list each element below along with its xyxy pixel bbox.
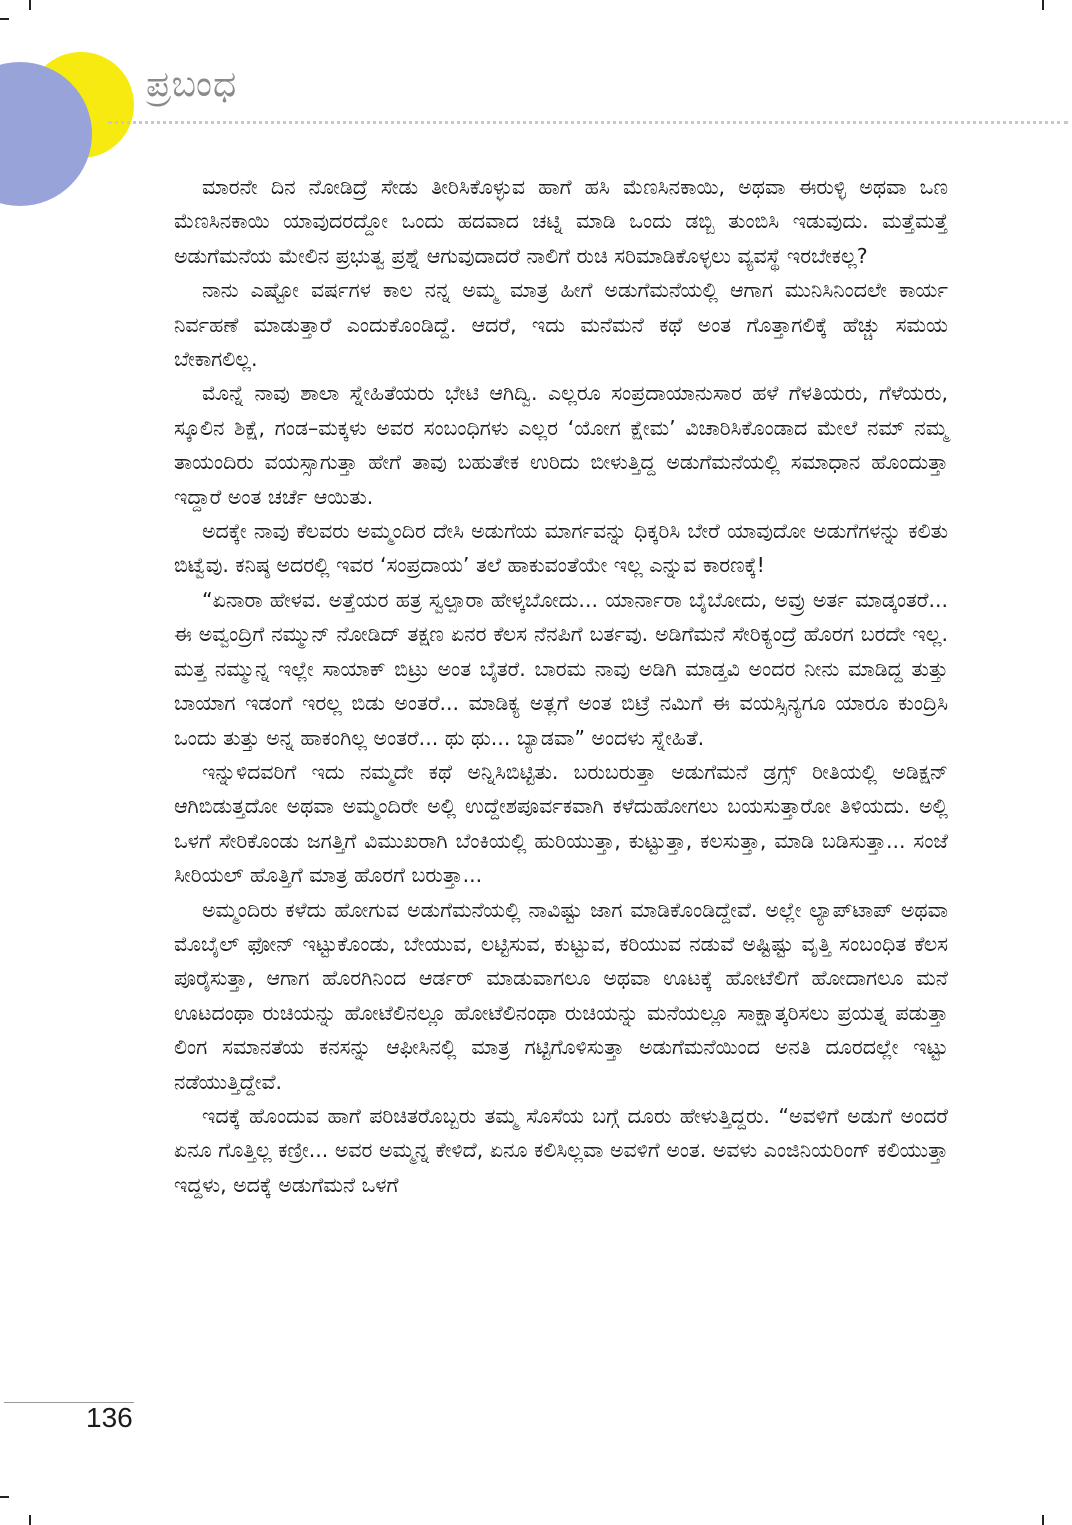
- paragraph: ಅಮ್ಮಂದಿರು ಕಳೆದು ಹೋಗುವ ಅಡುಗೆಮನೆಯಲ್ಲಿ ನಾವಿಷ್ಟು ಜಾಗ ಮಾಡಿಕೊಂಡಿದ್ದೇವೆ. ಅಲ್ಲೇ ಲ್ಯಾಪ್‌ಟಾಪ್ ಅಥವಾ ಮೊಬೈಲ್ ಫೋನ್ ಇಟ್ಟುಕೊಂಡು, ಬೇಯುವ, ಲಟ್ಟಿಸುವ, ಕುಟ್ಟುವ, ಕರಿಯುವ ನಡುವೆ ಅಷ್ಟಿಷ್ಟು ವೃತ್ತಿ ಸಂಬಂಧಿತ ಕೆಲಸ ಪೂರೈಸುತ್ತಾ, ಆಗಾಗ ಹೊರಗಿನಿಂದ ಆರ್ಡರ್ ಮಾಡುವಾಗಲೂ ಅಥವಾ ಊಟಕ್ಕೆ ಹೋಟೆಲಿಗೆ ಹೋದಾಗಲೂ ಮನೆ ಊಟದಂಥಾ ರುಚಿಯನ್ನು ಹೋಟೆಲಿನಲ್ಲೂ ಹೋಟೆಲಿನಂಥಾ ರುಚಿಯನ್ನು ಮನೆಯಲ್ಲೂ ಸಾಕ್ಷಾತ್ಕರಿಸಲು ಪ್ರಯತ್ನ ಪಡುತ್ತಾ ಲಿಂಗ ಸಮಾನತೆಯ ಕನಸನ್ನು ಆಫೀಸಿನಲ್ಲಿ ಮಾತ್ರ ಗಟ್ಟಿಗೊಳಿಸುತ್ತಾ ಅಡುಗೆಮನೆಯಿಂದ ಅನತಿ ದೂರದಲ್ಲೇ ಇಟ್ಟು ನಡೆಯುತ್ತಿದ್ದೇವೆ.: [174, 897, 948, 1094]
- crop-mark-left-upper: [0, 18, 9, 20]
- paragraph: “ಏನಾರಾ ಹೇಳವ. ಅತ್ತೆಯರ ಹತ್ರ ಸ್ವಲ್ಪಾರಾ ಹೇಳ್ಕಬೋದು... ಯಾರ್ನಾರಾ ಬೈಬೋದು, ಅವ್ರು ಅರ್ತ ಮಾಡ್ಕಂತರೆ... ಈ ಅವ್ವಂದ್ರಿಗೆ ನಮ್ಮುನ್ ನೋಡಿದ್ ತಕ್ಷಣ ಏನರ ಕೆಲಸ ನೆನಪಿಗೆ ಬರ್ತವು. ಅಡಿಗೆಮನೆ ಸೇರಿಕ್ಯಂದ್ರೆ ಹೊರಗ ಬರದೇ ಇಲ್ಲ. ಮತ್ತ ನಮ್ಮುನ್ನ ಇಲ್ಲೇ ಸಾಯಾಕ್ ಬಿಟ್ರು ಅಂತ ಬೈತರೆ. ಬಾರಮ ನಾವು ಅಡಿಗಿ ಮಾಡ್ತವಿ ಅಂದರ ನೀನು ಮಾಡಿದ್ದ ತುತ್ತು ಬಾಯಾಗ ಇಡಂಗೆ ಇರಲ್ಲ ಬಿಡು ಅಂತರೆ... ಮಾಡಿಕ್ಯ ಅತ್ಲಗೆ ಅಂತ ಬಿಟ್ರೆ ನಮಿಗೆ ಈ ವಯಸ್ಸಿನ್ಯಗೂ ಯಾರೂ ಕುಂದ್ರಿಸಿ ಒಂದು ತುತ್ತು ಅನ್ನ ಹಾಕಂಗಿಲ್ಲ ಅಂತರೆ... ಥು ಥು... ಬ್ಯಾಡವಾ” ಅಂದಳು ಸ್ನೇಹಿತೆ.: [174, 587, 948, 750]
- paragraph: ಮೊನ್ನೆ ನಾವು ಶಾಲಾ ಸ್ನೇಹಿತೆಯರು ಭೇಟಿ ಆಗಿದ್ವಿ. ಎಲ್ಲರೂ ಸಂಪ್ರದಾಯಾನುಸಾರ ಹಳೆ ಗೆಳತಿಯರು, ಗೆಳೆಯರು, ಸ್ಕೂಲಿನ ಶಿಕ್ಷೆ, ಗಂಡ–ಮಕ್ಕಳು ಅವರ ಸಂಬಂಧಿಗಳು ಎಲ್ಲರ ‘ಯೋಗ ಕ್ಷೇಮ’ ವಿಚಾರಿಸಿಕೊಂಡಾದ ಮೇಲೆ ನಮ್ ನಮ್ಮ ತಾಯಂದಿರು ವಯಸ್ಸಾಗುತ್ತಾ ಹೇಗೆ ತಾವು ಬಹುತೇಕ ಉರಿದು ಬೀಳುತ್ತಿದ್ದ ಅಡುಗೆಮನೆಯಲ್ಲಿ ಸಮಾಧಾನ ಹೊಂದುತ್ತಾ ಇದ್ದಾರೆ ಅಂತ ಚರ್ಚೆ ಆಯಿತು.: [174, 381, 948, 509]
- crop-mark-bottom-right: [1042, 1515, 1044, 1525]
- crop-mark-top-left: [29, 0, 31, 10]
- page-number: 136: [86, 1402, 133, 1433]
- section-title: ಪ್ರಬಂಧ: [146, 64, 238, 105]
- crop-mark-top-right: [1042, 0, 1044, 10]
- crop-mark-bottom-left: [29, 1515, 31, 1525]
- paragraph: ಇದಕ್ಕೆ ಹೊಂದುವ ಹಾಗೆ ಪರಿಚಿತರೊಬ್ಬರು ತಮ್ಮ ಸೊಸೆಯ ಬಗ್ಗೆ ದೂರು ಹೇಳುತ್ತಿದ್ದರು. “ಅವಳಿಗೆ ಅಡುಗೆ ಅಂದರೆ ಏನೂ ಗೊತ್ತಿಲ್ಲ ಕಣ್ರೀ... ಅವರ ಅಮ್ಮನ್ನ ಕೇಳಿದೆ, ಏನೂ ಕಲಿಸಿಲ್ಲವಾ ಅವಳಿಗೆ ಅಂತ. ಅವಳು ಎಂಜಿನಿಯರಿಂಗ್ ಕಲಿಯುತ್ತಾ ಇದ್ದಳು, ಅದಕ್ಕೆ ಅಡುಗೆಮನೆ ಒಳಗೆ: [174, 1103, 948, 1197]
- paragraph: ಇನ್ನುಳಿದವರಿಗೆ ಇದು ನಮ್ಮದೇ ಕಥೆ ಅನ್ನಿಸಿಬಿಟ್ಟಿತು. ಬರುಬರುತ್ತಾ ಅಡುಗೆಮನೆ ಡ್ರಗ್ಸ್ ರೀತಿಯಲ್ಲಿ ಅಡಿಕ್ಷನ್ ಆಗಿಬಿಡುತ್ತದೋ ಅಥವಾ ಅಮ್ಮಂದಿರೇ ಅಲ್ಲಿ ಉದ್ದೇಶಪೂರ್ವಕವಾಗಿ ಕಳೆದುಹೋಗಲು ಬಯಸುತ್ತಾರೋ ತಿಳಿಯದು. ಅಲ್ಲಿ ಒಳಗೆ ಸೇರಿಕೊಂಡು ಜಗತ್ತಿಗೆ ವಿಮುಖರಾಗಿ ಬೆಂಕಿಯಲ್ಲಿ ಹುರಿಯುತ್ತಾ, ಕುಟ್ಟುತ್ತಾ, ಕಲಸುತ್ತಾ, ಮಾಡಿ ಬಡಿಸುತ್ತಾ... ಸಂಜೆ ಸೀರಿಯಲ್ ಹೊತ್ತಿಗೆ ಮಾತ್ರ ಹೊರಗೆ ಬರುತ್ತಾ...: [174, 759, 948, 888]
- crop-mark-left-lower: [0, 1496, 9, 1498]
- paragraph: ಮಾರನೇ ದಿನ ನೋಡಿದ್ರೆ ಸೇಡು ತೀರಿಸಿಕೊಳ್ಳುವ ಹಾಗೆ ಹಸಿ ಮೆಣಸಿನಕಾಯಿ, ಅಥವಾ ಈರುಳ್ಳಿ ಅಥವಾ ಒಣ ಮೆಣಸಿನಕಾಯಿ ಯಾವುದರದ್ದೋ ಒಂದು ಹದವಾದ ಚಟ್ನಿ ಮಾಡಿ ಒಂದು ಡಬ್ಬಿ ತುಂಬಿಸಿ ಇಡುವುದು. ಮತ್ತೆಮತ್ತೆ ಅಡುಗೆಮನೆಯ ಮೇಲಿನ ಪ್ರಭುತ್ವ ಪ್ರಶ್ನೆ ಆಗುವುದಾದರೆ ನಾಲಿಗೆ ರುಚಿ ಸರಿಮಾಡಿಕೊಳ್ಳಲು ವ್ಯವಸ್ಥೆ ಇರಬೇಕಲ್ಲ?: [174, 175, 948, 268]
- header-dotted-divider: [108, 121, 1068, 124]
- article-body: [174, 170, 948, 1202]
- paragraph: ಅದಕ್ಕೇ ನಾವು ಕೆಲವರು ಅಮ್ಮಂದಿರ ದೇಸಿ ಅಡುಗೆಯ ಮಾರ್ಗವನ್ನು ಧಿಕ್ಕರಿಸಿ ಬೇರೆ ಯಾವುದೋ ಅಡುಗೆಗಳನ್ನು ಕಲಿತು ಬಿಟ್ವೆವು. ಕನಿಷ್ಠ ಅದರಲ್ಲಿ ಇವರ ‘ಸಂಪ್ರದಾಯ’ ತಲೆ ಹಾಕುವಂತೆಯೇ ಇಲ್ಲ ಎನ್ನುವ ಕಾರಣಕ್ಕೆ!: [174, 519, 948, 578]
- paragraph: ನಾನು ಎಷ್ಟೋ ವರ್ಷಗಳ ಕಾಲ ನನ್ನ ಅಮ್ಮ ಮಾತ್ರ ಹೀಗೆ ಅಡುಗೆಮನೆಯಲ್ಲಿ ಆಗಾಗ ಮುನಿಸಿನಿಂದಲೇ ಕಾರ್ಯ ನಿರ್ವಹಣೆ ಮಾಡುತ್ತಾರೆ ಎಂದುಕೊಂಡಿದ್ದೆ. ಆದರೆ, ಇದು ಮನೆಮನೆ ಕಥೆ ಅಂತ ಗೊತ್ತಾಗಲಿಕ್ಕೆ ಹೆಚ್ಚು ಸಮಯ ಬೇಕಾಗಲಿಲ್ಲ.: [174, 278, 948, 372]
